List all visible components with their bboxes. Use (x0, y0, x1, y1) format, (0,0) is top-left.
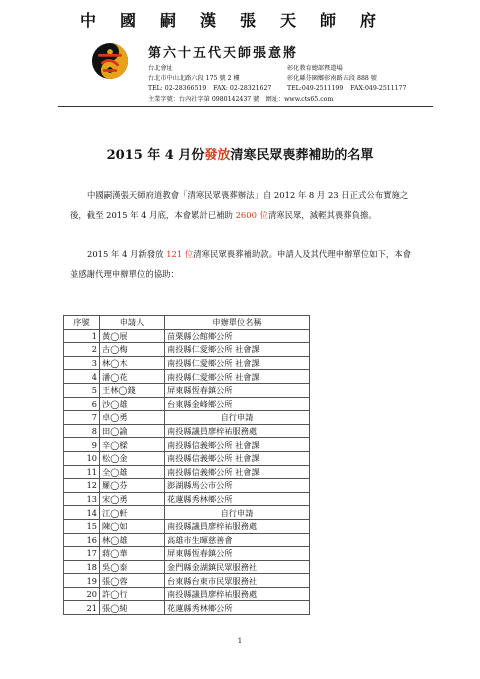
agency-cell: 南投縣議員廖梓祐服務處 (165, 587, 310, 601)
total-count-highlight: 2600 位 (235, 210, 268, 220)
serial-cell: 5 (64, 383, 100, 397)
serial-cell: 2 (64, 343, 100, 357)
table-row (64, 492, 310, 506)
table-row (64, 383, 310, 397)
applicant-cell: 張◯純 (100, 601, 165, 615)
serial-cell: 3 (64, 356, 100, 370)
applicant-cell: 蔣◯華 (100, 547, 165, 561)
taipei-fax: FAX: 02-28321627 (213, 85, 272, 92)
table-row (64, 506, 310, 520)
applicant-cell: 江◯軒 (100, 506, 165, 520)
applicant-cell: 田◯諭 (100, 424, 165, 438)
changhua-office-address: 彰化縣芬園鄉彰南路五段 888 號 (287, 75, 377, 82)
agency-cell: 花蓮縣秀林鄉公所 (165, 492, 310, 506)
april-count-highlight: 121 位 (166, 249, 194, 259)
agency-cell: 台東縣台東市民眾服務社 (165, 574, 310, 588)
serial-cell: 7 (64, 411, 100, 425)
applicant-cell: 羅◯芬 (100, 479, 165, 493)
agency-cell: 南投縣仁愛鄉公所 社會課 (165, 370, 310, 384)
agency-cell: 花蓮縣秀林鄉公所 (165, 601, 310, 615)
document-title (0, 144, 480, 163)
table-row (64, 411, 310, 425)
table-row (64, 465, 310, 479)
serial-cell: 15 (64, 519, 100, 533)
changhua-phone: TEL:049-2511199 (287, 85, 344, 92)
april-text-a: 2015 年 4 月新發放 (87, 249, 167, 259)
agency-cell: 高雄市生暉慈善會 (165, 533, 310, 547)
agency-cell: 金門縣金湖鎮民眾服務社 (165, 560, 310, 574)
title-suffix: 清寒民眾喪葬補助的名單 (230, 148, 374, 163)
intro-text-a: 中國嗣漢張天師府道教會「清寒民眾喪葬辦法」自 2012 年 8 月 23 日正式公布實施之後，截至 2015 年 4 月底，本會累計已補助 (70, 190, 409, 220)
applicant-cell: 全◯雄 (100, 465, 165, 479)
serial-cell: 13 (64, 492, 100, 506)
applicant-cell: 沙◯雄 (100, 397, 165, 411)
serial-cell: 8 (64, 424, 100, 438)
applicant-cell: 宋◯勇 (100, 492, 165, 506)
agency-cell: 自行申請 (165, 506, 310, 520)
serial-cell: 20 (64, 587, 100, 601)
table-row (64, 343, 310, 357)
table-row (64, 356, 310, 370)
serial-cell: 4 (64, 370, 100, 384)
serial-cell: 12 (64, 479, 100, 493)
table-row (64, 424, 310, 438)
applicant-cell: 許◯行 (100, 587, 165, 601)
applicant-cell: 陳◯如 (100, 519, 165, 533)
serial-cell: 18 (64, 560, 100, 574)
agency-cell: 自行申請 (165, 411, 310, 425)
agency-cell: 南投縣信義鄉公所 社會課 (165, 438, 310, 452)
applicant-cell: 辛◯樑 (100, 438, 165, 452)
table-row (64, 329, 310, 343)
agency-cell: 南投縣仁愛鄉公所 社會課 (165, 356, 310, 370)
serial-cell: 11 (64, 465, 100, 479)
changhua-office-contact (287, 84, 406, 94)
applicant-cell: 潘◯花 (100, 370, 165, 384)
serial-cell: 21 (64, 601, 100, 615)
table-row (64, 451, 310, 465)
agency-cell: 南投縣議員廖梓祐服務處 (165, 424, 310, 438)
header-agency: 申辦單位名稱 (165, 316, 310, 330)
table-row (64, 438, 310, 452)
agency-cell: 苗栗縣公館鄉公所 (165, 329, 310, 343)
letterhead-subtitle: 第六十五代天師張意將 (148, 46, 299, 61)
table-row (64, 479, 310, 493)
agency-cell: 澎湖縣馬公市公所 (165, 479, 310, 493)
recipient-table (63, 315, 310, 615)
applicant-cell: 林◯雄 (100, 533, 165, 547)
table-row (64, 547, 310, 561)
changhua-office-label: 彰化教育總部暨道場 (287, 65, 343, 72)
table-row (64, 560, 310, 574)
page-number: 1 (237, 637, 243, 645)
applicant-cell: 古◯梅 (100, 343, 165, 357)
applicant-cell: 卓◯勇 (100, 411, 165, 425)
agency-cell: 南投縣信義鄉公所 社會課 (165, 465, 310, 479)
title-highlight: 發放 (204, 148, 231, 163)
serial-cell: 14 (64, 506, 100, 520)
table-row (64, 370, 310, 384)
serial-cell: 9 (64, 438, 100, 452)
table-header-row (64, 316, 310, 330)
table-row (64, 533, 310, 547)
applicant-cell: 張◯蓉 (100, 574, 165, 588)
changhua-fax: FAX:049-2511177 (350, 85, 407, 92)
taipei-office-address: 台北市中山北路六段 175 號 2 樓 (148, 75, 240, 82)
applicant-cell: 吳◯泰 (100, 560, 165, 574)
taiji-logo-icon (91, 42, 129, 80)
taipei-phone: TEL: 02-28366519 (148, 85, 207, 92)
agency-cell: 南投縣議員廖梓祐服務處 (165, 519, 310, 533)
applicant-cell: 王林◯錢 (100, 383, 165, 397)
header-serial: 序號 (64, 316, 100, 330)
agency-cell: 屏東縣恆春鎮公所 (165, 547, 310, 561)
applicant-cell: 林◯木 (100, 356, 165, 370)
registration-and-website: 主業字號：台內社字第 0980142437 號 網址：www.cts65.com (148, 96, 334, 103)
table-row (64, 574, 310, 588)
title-prefix: 2015 年 4 月份 (106, 148, 205, 163)
serial-cell: 6 (64, 397, 100, 411)
serial-cell: 1 (64, 329, 100, 343)
intro-paragraph (70, 185, 415, 225)
header-divider (58, 106, 433, 107)
table-row (64, 519, 310, 533)
applicant-cell: 松◯金 (100, 451, 165, 465)
serial-cell: 10 (64, 451, 100, 465)
agency-cell: 台東縣金峰鄉公所 (165, 397, 310, 411)
agency-cell: 南投縣仁愛鄉公所 社會課 (165, 343, 310, 357)
taipei-office-label: 台北會址 (148, 65, 173, 72)
agency-cell: 南投縣信義鄉公所 社會課 (165, 451, 310, 465)
header-applicant: 申請人 (100, 316, 165, 330)
letterhead-title: 中國嗣漢張天師府 (79, 11, 400, 30)
april-paragraph (70, 244, 415, 284)
agency-cell: 屏東縣恆春鎮公所 (165, 383, 310, 397)
april-text-b: 清寒民眾喪葬補助款。申請人及其代理申辦單位如下，本會並感謝代理申辦單位的協助： (70, 249, 411, 279)
intro-text-b: 清寒民眾，減輕其喪葬負擔。 (267, 210, 377, 220)
table-row (64, 601, 310, 615)
serial-cell: 17 (64, 547, 100, 561)
applicant-cell: 黃◯展 (100, 329, 165, 343)
table-row (64, 397, 310, 411)
serial-cell: 16 (64, 533, 100, 547)
serial-cell: 19 (64, 574, 100, 588)
table-row (64, 587, 310, 601)
taipei-office-contact (148, 84, 271, 94)
